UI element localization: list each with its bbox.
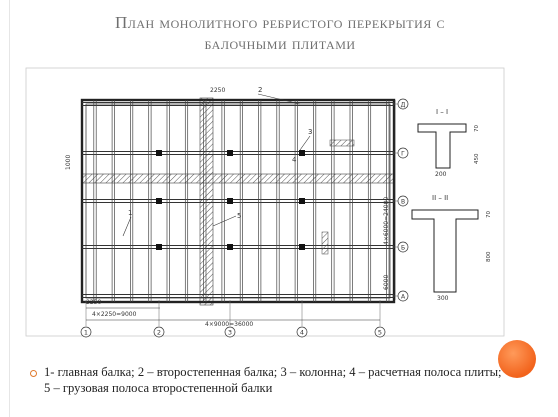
column: [156, 150, 162, 156]
dim-bottom-total: 4×9000=36000: [205, 321, 254, 328]
drawing-frame: [26, 68, 504, 336]
section-2-dim-top: 70: [486, 211, 492, 218]
bullet-icon: [30, 370, 37, 377]
load-strip-band: [200, 98, 213, 305]
column: [227, 244, 233, 250]
dim-bottom-small: 2250: [86, 299, 102, 306]
column: [227, 150, 233, 156]
section-2-dim-width: 300: [437, 295, 449, 302]
column: [299, 198, 305, 204]
axis-label-row: Д: [400, 101, 406, 109]
column: [299, 150, 305, 156]
inner-wall-line: [86, 104, 390, 298]
column: [227, 198, 233, 204]
axis-label-row: А: [400, 293, 406, 301]
axis-label-col: 4: [299, 328, 305, 337]
section-1-1: [418, 108, 480, 178]
section-mark-2: [322, 232, 328, 254]
legend-caption: 1- главная балка; 2 – второстепенная балка; 3 – колонна; 4 – расчетная полоса плиты; 5 – грузовая полоса второстепенной балки: [44, 365, 502, 395]
column: [156, 244, 162, 250]
section-2-label: II – II: [432, 194, 449, 202]
section-1-shape: [418, 124, 466, 168]
section-mark-1: [330, 140, 354, 146]
leader-4: 4: [292, 156, 297, 164]
column: [156, 198, 162, 204]
dim-right-lower: 6000: [383, 274, 390, 290]
section-2-dim-height: 800: [486, 251, 492, 262]
section-2-shape: [412, 210, 478, 292]
dim-bottom-left: 4×2250=9000: [92, 311, 137, 318]
slab-strip-band: [82, 174, 394, 183]
dim-left-upper: 1000: [65, 154, 72, 170]
axis-label-row: Б: [400, 244, 406, 252]
leader-2: 2: [258, 86, 263, 94]
column: [299, 244, 305, 250]
leader-5: 5: [237, 212, 242, 220]
section-1-dim-top: 70: [474, 125, 480, 132]
axis-label-col: 1: [83, 328, 89, 337]
leader-1-line: [123, 217, 131, 236]
section-1-dim-width: 200: [435, 171, 447, 178]
decorative-orange-circle: [498, 340, 536, 378]
leader-3: 3: [308, 128, 313, 136]
secondary-beams: [94, 100, 389, 302]
axis-label-col: 2: [156, 328, 162, 337]
section-1-label: I – I: [436, 108, 449, 116]
columns: [156, 150, 305, 250]
axis-label-row: В: [400, 198, 406, 206]
leader-3-line: [300, 136, 310, 150]
title-line-2: балочными плитами: [204, 34, 356, 53]
dim-top: 2250: [210, 87, 226, 94]
outer-wall: [82, 100, 394, 302]
axis-label-row: Г: [401, 150, 405, 158]
leader-1: 1: [128, 209, 133, 217]
dim-right-total: 4×6000=24000: [383, 196, 390, 245]
section-1-dim-height: 450: [474, 153, 480, 164]
title-line-1: План монолитного ребристого перекрытия с: [114, 13, 446, 32]
axis-label-col: 5: [377, 328, 383, 337]
axis-label-col: 3: [227, 328, 233, 337]
section-2-2: [412, 194, 492, 302]
